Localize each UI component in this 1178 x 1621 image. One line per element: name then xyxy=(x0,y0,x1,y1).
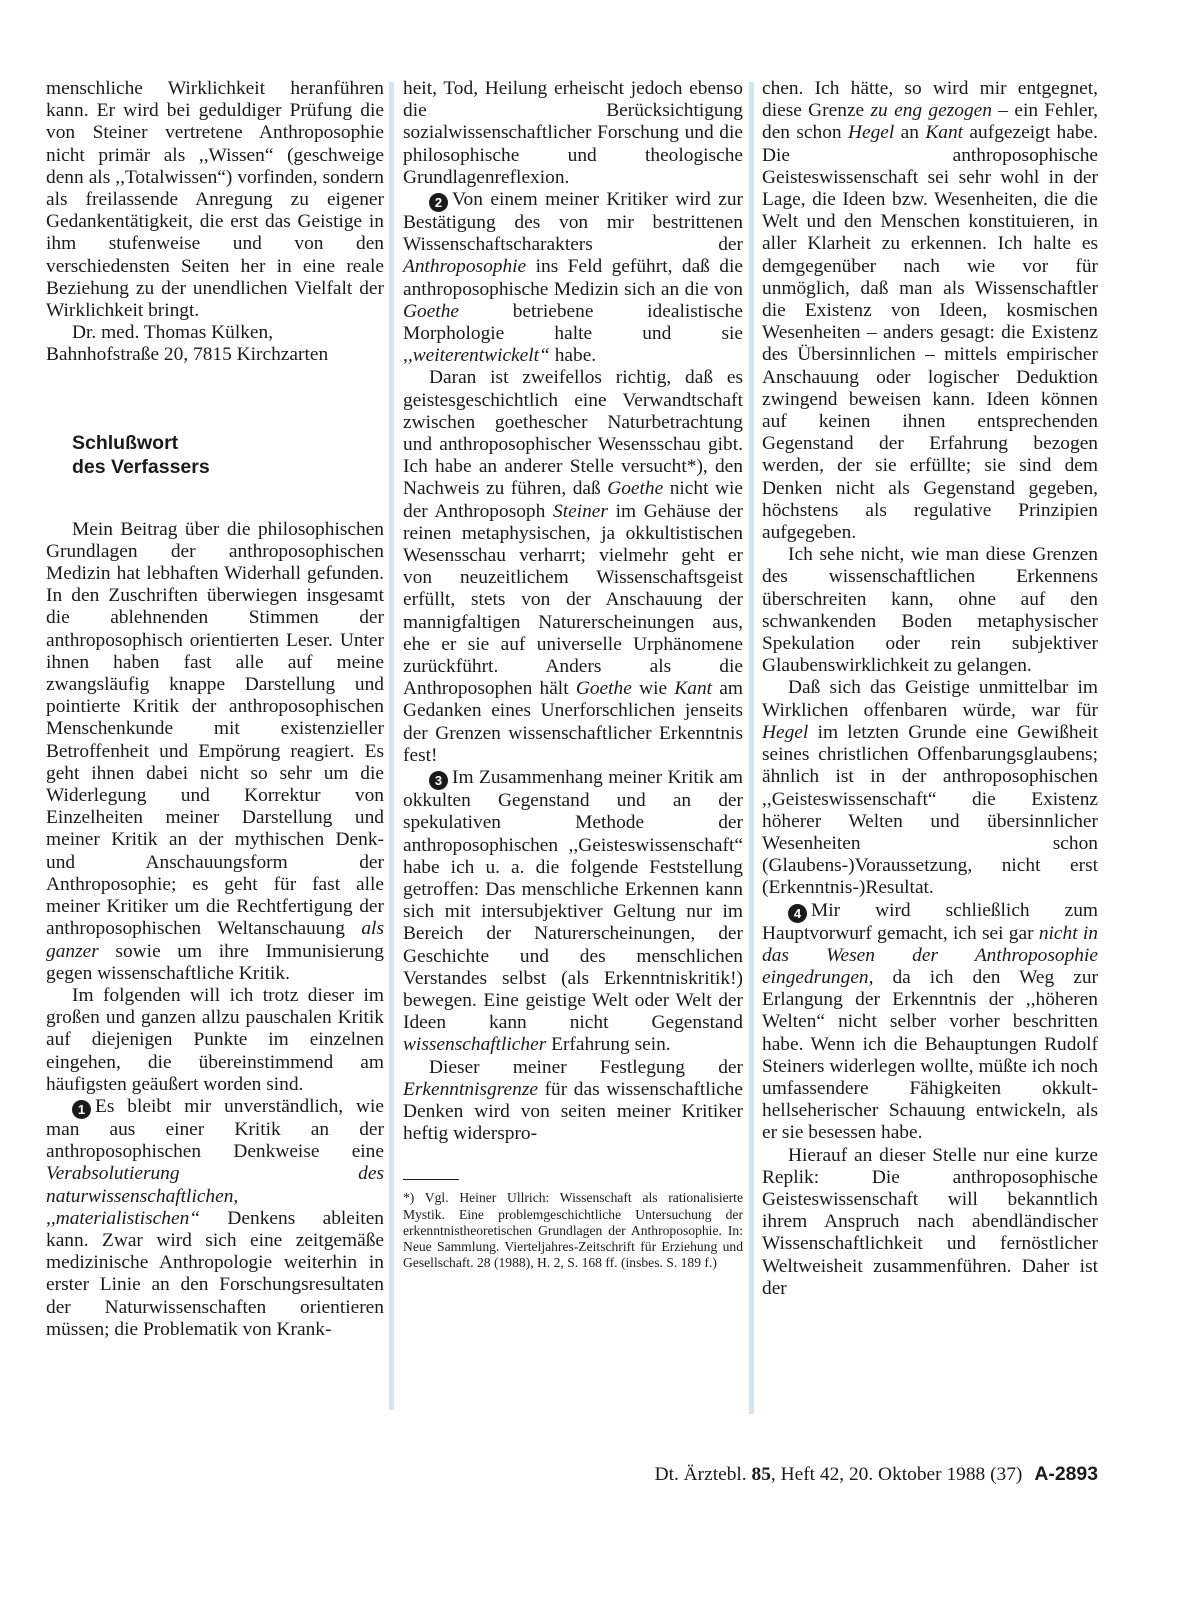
column-2 xyxy=(403,78,743,1271)
journal-name: Dt. Ärztebl. xyxy=(654,1464,752,1485)
text-run: wie xyxy=(631,678,675,700)
text-run: Von einem meiner Kritiker wird zur Bestätigung des von mir bestrittenen Wissenschaftscharakters der xyxy=(403,189,743,256)
letter-text-continued: menschliche Wirklichkeit heranführen kann. Er wird bei geduldiger Prüfung die von Steiner vertretene Anthroposophie nicht primär als ,,Wissen“ (geschweige denn als ,,Totalwissen“) vorfinden, sondern als freilassende Anregung zu eigener Gedankentätigkeit, die erst das Geistige in ihm stufenweise und von den verschiedensten Seiten her in eine reale Beziehung zu der unendlichen Vielfalt der Wirklichkeit bringt. xyxy=(46,78,384,322)
heading-line-2: des Verfassers xyxy=(72,455,210,478)
column-rule-left xyxy=(389,82,394,1410)
text-run: Im Zusammenhang meiner Kritik am okkulten Gegenstand und an der spekulativen Methode der anthroposophischen ,,Geisteswissenschaft“ habe ich u. a. die folgende Feststellung getroffen: Das menschliche Erkennen kann sich mit intersubjektiver Geltung nur im Bereich der Naturerscheinungen, der Geschichte und des menschlichen Verstandes selbst (als Erkenntniskritik!) bewegen. Eine geistige Welt oder Welt der Ideen kann nicht Gegenstand xyxy=(403,767,743,1034)
column-1 xyxy=(46,78,384,1341)
page-footer xyxy=(655,1463,1098,1486)
emphasis: Verabsolutierung des naturwissenschaftlichen, ,,materialistischen“ xyxy=(46,1163,384,1229)
paragraph-continued: heit, Tod, Heilung erheischt jedoch ebenso die Berücksichtigung sozialwissenschaftlicher Forschung und die philosophische und theologische Grundlagenreflexion. xyxy=(403,78,743,188)
emphasis: wissenschaftlicher xyxy=(403,1034,547,1056)
text-run: aufgezeigt habe. Die anthroposophische Geisteswissenschaft sei sehr wohl in der Lage, die Ideen bzw. Wesenheiten, die die Welt und den Menschen konstituieren, in aller Klarheit zu erkennen. Ich halte es demgegenüber nach wie vor für unmöglich, daß man als Wissenschaftler die Existenz von Ideen, kosmischen Wesenheiten – anders gesagt: die Existenz des Übersinnlichen – mittels empirischer Anschauung oder logischer Deduktion zwingend beweisen kann. Ideen können auf keinen ihnen entsprechenden Gegenstand der Erfahrung bezogen werden, der sie erfüllte; sie sind dem Denken nicht als Gegenstand gegeben, höchstens als regulative Prinzipien aufgegeben. xyxy=(762,122,1098,544)
paragraph: Im folgenden will ich trotz dieser im großen und ganzen allzu pauschalen Kritik auf diejenigen Punkte im einzelnen eingehen, die übereinstimmend am häufigsten geäußert worden sind. xyxy=(46,984,384,1095)
numbered-paragraph xyxy=(403,189,743,367)
emphasis: Anthroposophie xyxy=(403,256,527,278)
text-run: sowie um ihre Immunisierung gegen wissenschaftliche Kritik. xyxy=(46,940,384,984)
text-run: betriebene idealistische Morphologie halte und sie xyxy=(403,300,743,345)
emphasis: Steiner xyxy=(553,500,608,522)
numbered-paragraph xyxy=(403,767,743,1056)
text-run: chen. Ich hätte, so wird mir entgegnet, diese Grenze xyxy=(762,78,1098,122)
text-run: Mir wird schließlich zum Hauptvorwurf gemacht, ich sei gar xyxy=(762,899,1098,944)
number-badge-2: 2 xyxy=(429,193,448,212)
text-run: Mein Beitrag über die philosophischen Grundlagen der anthroposophischen Medizin hat lebhaften Widerhall gefunden. In den Zuschriften überwiegen insgesamt die ablehnenden Stimmen der anthroposophisch orientierten Leser. Unter ihnen haben fast alle auf meine zwangsläufig knappe Darstellung und pointierte Kritik der anthroposophischen Menschenkunde mit existenzieller Betroffenheit und Empörung reagiert. Es geht ihnen dabei nicht so sehr um die Widerlegung und Korrektur von Einzelheiten meiner Darstellung und meiner Kritik an der mythischen Denk- und Anschauungsform der Anthroposophie; es geht für fast alle meiner Kritiker um die Rechtfertigung der anthroposophischen Weltanschauung xyxy=(46,518,384,940)
text-run: am Gedanken eines Unerforschlichen jenseits der Grenzen wissenschaftlicher Erkenntnis fest! xyxy=(403,678,743,766)
text-run: im Gehäuse der reinen metaphysischen, ja okkultistischen Wesensschau verharrt; vielmehr geht er von neuzeitlichem Wissenschaftsgeist erfüllt, stets von der Anschauung der mannigfaltigen Naturerscheinungen aus, ehe er sie auf universelle Urphänomene zurückführt. Anders als die Anthroposophen hält xyxy=(403,500,743,700)
text-run: Dieser meiner Festlegung der xyxy=(429,1056,743,1078)
emphasis: zu eng gezogen xyxy=(870,100,992,122)
emphasis: Goethe xyxy=(575,678,632,700)
text-run: für das wissenschaftliche Denken wird von seiten meiner Kritiker heftig widerspro- xyxy=(403,1078,743,1145)
number-badge-3: 3 xyxy=(429,771,448,790)
footnote: *) Vgl. Heiner Ullrich: Wissenschaft als rationalisierte Mystik. Eine problemgeschichtliche Untersuchung der erkenntnistheoretischen Grundlagen der Anthroposophie. In: Neue Sammlung. Vierteljahres-Zeitschrift für Erziehung und Gesellschaft. 28 (1988), H. 2, S. 168 ff. (insbes. S. 189 f.) xyxy=(403,1190,743,1271)
heading-line-1: Schlußwort xyxy=(72,431,179,454)
emphasis: Hegel xyxy=(847,122,895,144)
issue-info: , Heft 42, 20. Oktober 1988 (37) xyxy=(770,1464,1023,1485)
page-number: A-2893 xyxy=(1034,1463,1098,1485)
number-badge-1: 1 xyxy=(72,1100,91,1119)
column-3 xyxy=(762,78,1098,1300)
paragraph xyxy=(762,677,1098,899)
text-run: Es bleibt mir unverständlich, wie man aus einer Kritik an der anthroposophischen Denkweise eine xyxy=(46,1095,384,1163)
paragraph xyxy=(403,1057,743,1146)
column-rule-right xyxy=(749,82,754,1414)
text-run: – ein Fehler, den schon xyxy=(762,100,1098,144)
number-badge-4: 4 xyxy=(788,904,807,923)
emphasis: Goethe xyxy=(403,300,459,322)
emphasis: Goethe xyxy=(607,478,664,500)
paragraph xyxy=(46,519,384,985)
text-run: habe. xyxy=(549,345,597,367)
emphasis: Kant xyxy=(674,678,713,700)
paragraph xyxy=(403,367,743,767)
numbered-paragraph xyxy=(46,1096,384,1341)
letter-signature-address: Bahnhofstraße 20, 7815 Kirchzarten xyxy=(46,344,329,366)
text-run: an xyxy=(894,122,926,144)
numbered-paragraph xyxy=(762,900,1098,1145)
text-run: Denkens ableiten kann. Zwar wird sich eine zeitgemäße medizinische Anthropologie weiterhin in erster Linie an den Forschungsresultaten der Naturwissenschaften orientieren müssen; die Problematik von Krank- xyxy=(46,1207,384,1340)
paragraph: Ich sehe nicht, wie man diese Grenzen des wissenschaftlichen Erkennens überschreiten kann, ohne auf den schwankenden Boden metaphysischer Spekulation oder rein subjektiver Glaubenswirklichkeit zu gelangen. xyxy=(762,544,1098,677)
footnote-divider xyxy=(403,1179,459,1180)
text-run: Daß sich das Geistige unmittelbar im Wirklichen offenbaren würde, war für xyxy=(762,677,1098,721)
emphasis: Kant xyxy=(925,122,964,144)
text-run: ins Feld geführt, daß die anthroposophische Medizin sich an die von xyxy=(403,256,743,300)
emphasis: ,,weiterentwickelt“ xyxy=(403,345,550,367)
text-run: da ich den Weg zur Erlangung der Erkenntnis der ,,höheren Welten“ nicht selber vorher beschritten habe. Wenn ich die Behauptungen Rudolf Steiners widerlegen wollte, müßte ich noch umfassendere Fähigkeiten okkult-hellseherischer Schauung entwickeln, als er sie besessen habe. xyxy=(762,966,1099,1144)
paragraph-continued xyxy=(762,78,1098,544)
text-run: nicht wie der Anthroposoph xyxy=(403,478,743,522)
volume-number: 85 xyxy=(751,1464,771,1485)
paragraph: Hierauf an dieser Stelle nur eine kurze Replik: Die anthroposophische Geisteswissenschaft will bekanntlich ihrem Anspruch nach abendländischer Wissenschaftlichkeit und fernöstlicher Weltweisheit zusammenführen. Daher ist der xyxy=(762,1144,1098,1299)
text-run: Daran ist zweifellos richtig, daß es geistesgeschichtlich eine Verwandtschaft zwischen goethescher Naturbetrachtung und anthroposophischer Wesensschau gibt. Ich habe an anderer Stelle versucht*), den Nachweis zu führen, daß xyxy=(403,367,743,500)
text-run: im letzten Grunde eine Gewißheit seines christlichen Offenbarungsglaubens; ähnlich ist in der anthroposophischen ,,Geisteswissenschaft“ die Existenz höherer Welten und übersinnlicher Wesenheiten schon (Glaubens-)Voraussetzung, nicht erst (Erkenntnis-)Resultat. xyxy=(762,721,1098,899)
emphasis: Erkenntnisgrenze xyxy=(403,1078,538,1100)
text-run: Erfahrung sein. xyxy=(546,1034,671,1056)
emphasis: nicht in das Wesen der Anthroposophie eingedrungen, xyxy=(762,922,1098,988)
emphasis: als ganzer xyxy=(46,918,384,962)
emphasis: Hegel xyxy=(762,721,809,743)
letter-signature-name: Dr. med. Thomas Külken, xyxy=(72,322,274,344)
section-heading xyxy=(72,431,384,479)
